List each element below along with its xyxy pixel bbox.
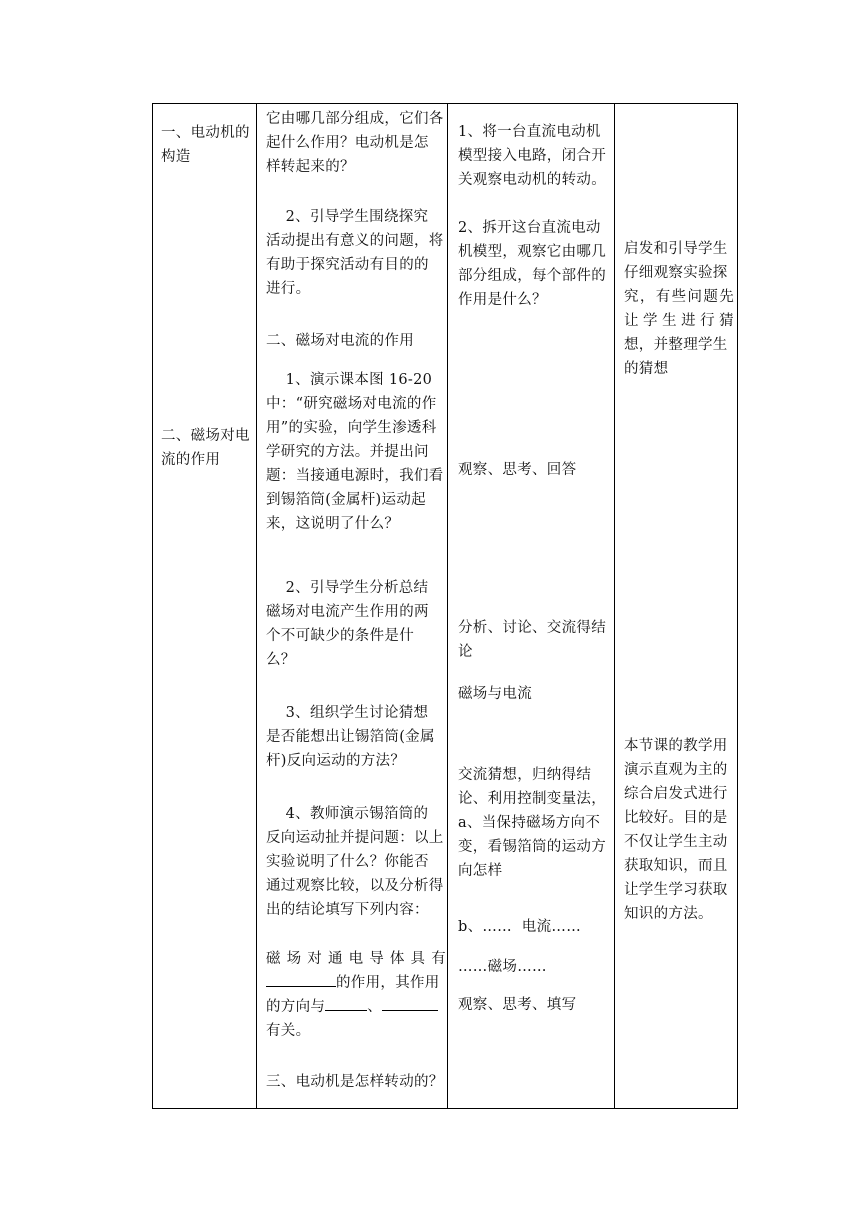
student-paragraph: b、…… 电流……	[458, 919, 581, 935]
design-intent-paragraph: 启发和引导学生 仔细观察实验探 究，有些问题先 让学生进行猜 想，并整理学生 的猜想	[624, 241, 734, 377]
student-paragraph: 2、拆开这台直流电动 机模型，观察它由哪几 部分组成，每个部件的 作用是什么？	[458, 220, 606, 308]
section-title-magnetic-force: 二、磁场对电 流的作用	[161, 428, 250, 468]
student-paragraph: 磁场与电流	[458, 686, 532, 702]
teacher-paragraph: 4、教师演示锡箔筒的 反向运动扯并提问题：以上 实验说明了什么？你能否 通过观察比较，以及分析得 出的结论填写下列内容：	[266, 806, 444, 918]
teacher-paragraph: 3、组织学生讨论猜想 是否能想出让锡箔筒(金属 杆)反向运动的方法？	[266, 705, 435, 769]
blank-line[interactable]	[325, 996, 367, 1011]
student-paragraph: 观察、思考、填写	[458, 997, 577, 1013]
teacher-paragraph: 它由哪几部分组成，它们各 起什么作用？电动机是怎 样转起来的？	[266, 111, 444, 175]
design-intent-paragraph: 本节课的教学用 演示直观为主的 综合启发式进行 比较好。目的是 不仅让学生主动 获取知识，而且 让学生学习获取 知识的方法。	[624, 738, 728, 922]
column-divider	[447, 104, 448, 1108]
section-title-motor-structure: 一、电动机的 构造	[161, 125, 250, 165]
blank-line[interactable]	[382, 996, 438, 1011]
student-paragraph: 分析、讨论、交流得结 论	[458, 620, 606, 660]
fill-in-blank-paragraph: 磁场对通电导体具有 的作用，其作用 的方向与 、 有关。	[266, 951, 446, 1039]
column-divider	[614, 104, 615, 1108]
teacher-paragraph: 2、引导学生分析总结 磁场对电流产生作用的两 个不可缺少的条件是什 么？	[266, 580, 429, 668]
student-paragraph: 1、将一台直流电动机 模型接入电路，闭合开 关观察电动机的转动。	[458, 124, 606, 188]
lesson-plan-table	[152, 103, 738, 1109]
teacher-heading: 二、磁场对电流的作用	[266, 333, 414, 349]
student-paragraph: 观察、思考、回答	[458, 462, 577, 478]
student-paragraph: 交流猜想，归纳得结 论、利用控制变量法， a、当保持磁场方向不 变，看锡箔筒的运动方 向怎样	[458, 767, 606, 879]
teacher-paragraph: 2、引导学生围绕探究 活动提出有意义的问题，将 有助于探究活动有目的的 进行。	[266, 209, 444, 297]
teacher-heading: 三、电动机是怎样转动的？	[266, 1074, 444, 1090]
student-paragraph: ……磁场……	[458, 959, 547, 975]
column-divider	[256, 104, 257, 1108]
blank-line[interactable]	[266, 972, 336, 987]
teacher-paragraph: 1、演示课本图 16-20 中：“研究磁场对电流的作 用”的实验，向学生渗透科 学研究的方法。并提出问 题：当接通电源时，我们看 到锡箔筒(金属杆)运动起 来，这说明了什么？	[266, 372, 444, 532]
